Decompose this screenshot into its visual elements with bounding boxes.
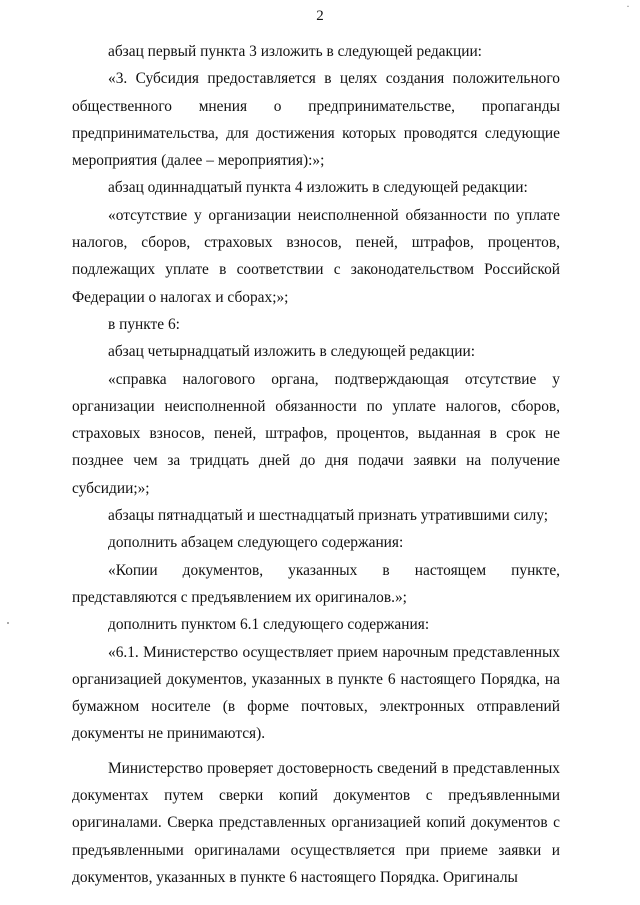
paragraph: «отсутствие у организации неисполненной обязанности по уплате налогов, сборов, страховых взносов, пеней, штрафов, процентов, подлежащих уплате в соответствии с законодательством Российской Федерации о налогах и сборах;»;	[72, 206, 560, 306]
paragraph: дополнить пунктом 6.1 следующего содержания:	[108, 616, 430, 634]
paragraph: «3. Субсидия предоставляется в целях создания положительного общественного мнения о предпринимательстве, пропаганды предпринимательства, для достижения которых проводятся следующие мероприятия (далее – мероприятия):»;	[72, 70, 560, 170]
paragraph: «Копии документов, указанных в настоящем пункте, представляются с предъявлением их оригиналов.»;	[72, 561, 560, 606]
scan-corner-mark: ·	[626, 0, 630, 13]
scan-margin-dot	[7, 622, 9, 624]
paragraph: абзац первый пункта 3 изложить в следующей редакции:	[108, 43, 482, 60]
paragraph: «6.1. Министерство осуществляет прием нарочным представленных организацией документов, указанных в пункте 6 настоящего Порядка, на бумажном носителе (в форме почтовых, электронных отправлений документы не принимаются).	[72, 643, 560, 743]
document-body	[72, 38, 560, 891]
paragraph: абзац одиннадцатый пункта 4 изложить в следующей редакции:	[108, 179, 528, 197]
paragraph: абзац четырнадцатый изложить в следующей редакции:	[108, 343, 475, 361]
paragraph: «справка налогового органа, подтверждающая отсутствие у организации неисполненной обязанности по уплате налогов, сборов, страховых взносов, пеней, штрафов, процентов, выданная в срок не позднее чем за тридцать дней до дня подачи заявки на получение субсидии;»;	[72, 370, 560, 497]
paragraph: дополнить абзацем следующего содержания:	[108, 534, 404, 552]
page-number: 2	[316, 8, 324, 24]
paragraph: в пункте 6:	[108, 315, 180, 333]
paragraph: абзацы пятнадцатый и шестнадцатый признать утратившими силу;	[108, 507, 549, 525]
paragraph: Министерство проверяет достоверность сведений в представленных документах путем сверки копий документов с предъявленными оригиналами. Сверка представленных организацией копий документов с предъявленными оригиналами осуществляется при приеме заявки и документов, указанных в пункте 6 настоящего Порядка. Оригиналы	[72, 759, 560, 886]
